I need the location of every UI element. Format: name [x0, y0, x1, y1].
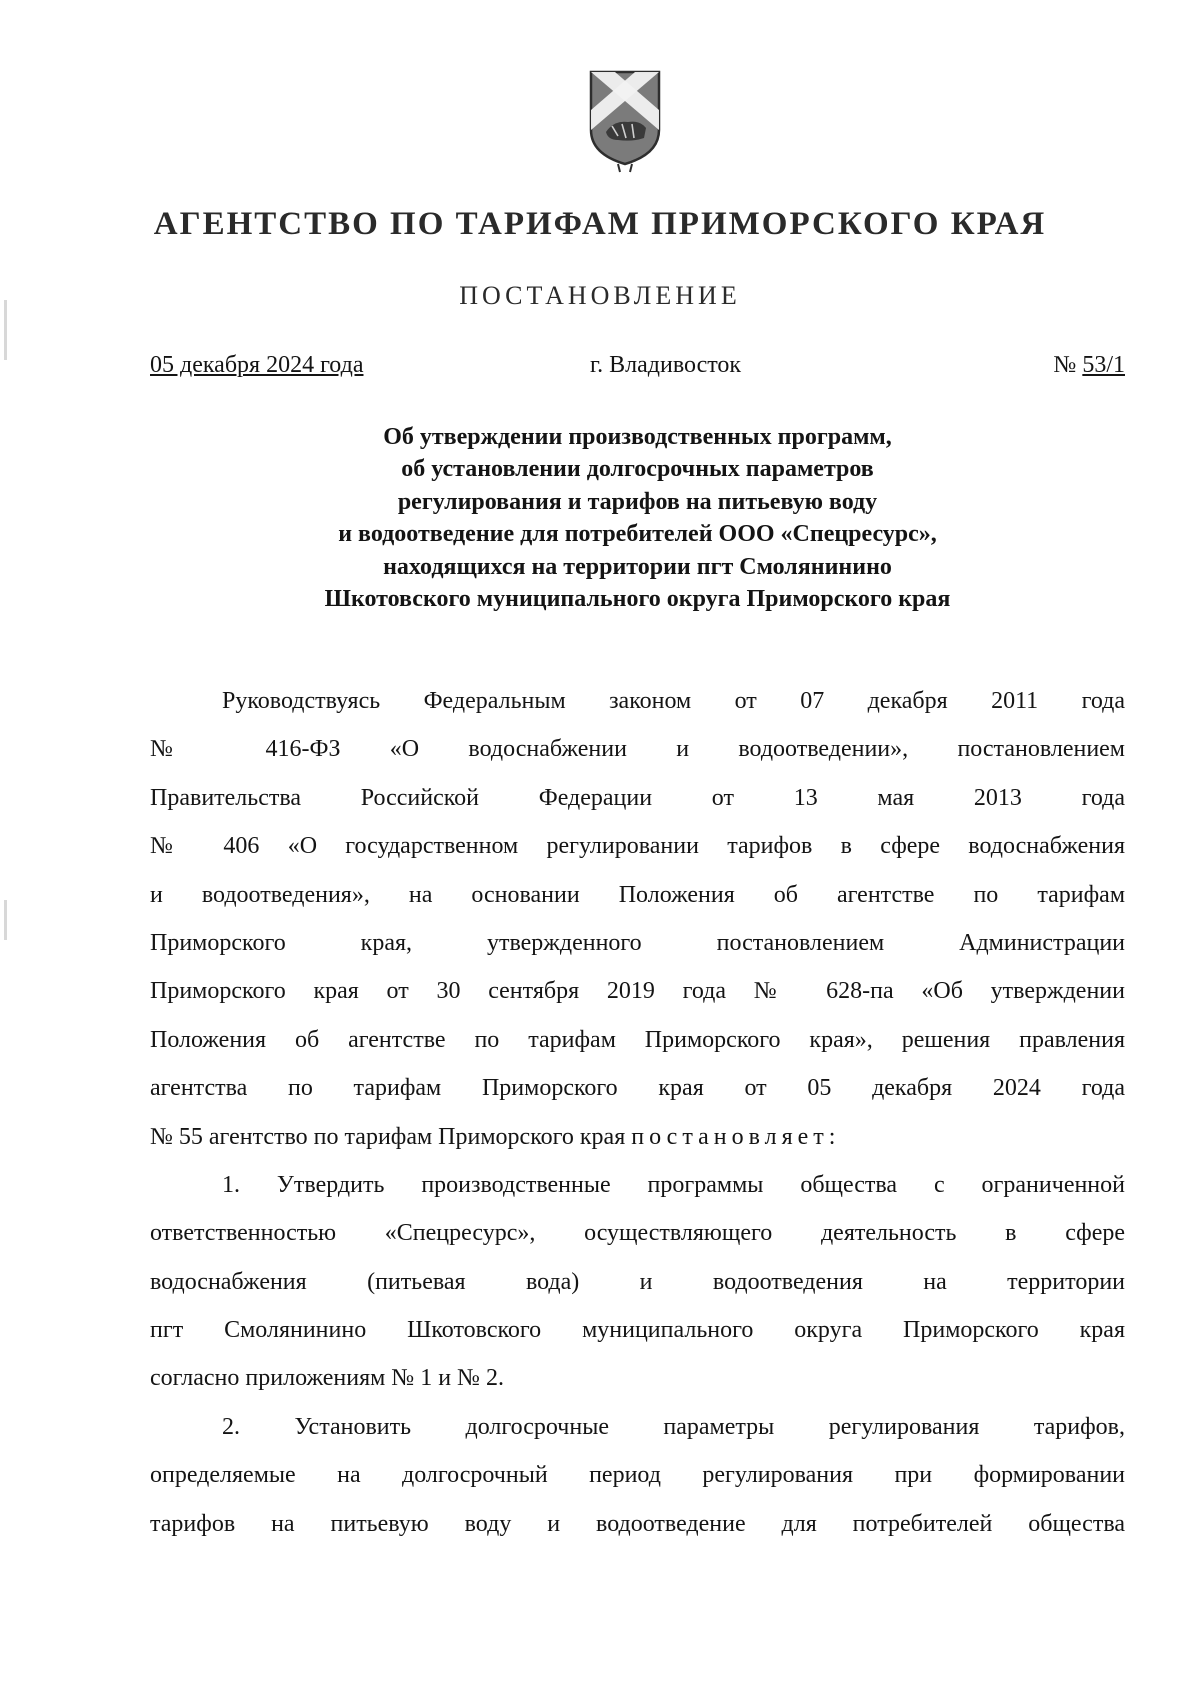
body-line-decree	[150, 1113, 1125, 1161]
number-prefix: №	[1053, 352, 1077, 378]
title-line: и водоотведение для потребителей ООО «Спецресурс»,	[338, 521, 937, 548]
body-line: Положения об агентстве по тарифам Приморского края», решения правления	[150, 1026, 1125, 1053]
title-line: находящихся на территории пгт Смолянинино	[383, 553, 892, 580]
body-line: 2. Установить долгосрочные параметры регулирования тарифов,	[222, 1413, 1125, 1440]
body-line: Правительства Российской Федерации от 13 мая 2013 года	[150, 784, 1125, 811]
title-line: регулирования и тарифов на питьевую воду	[397, 488, 878, 515]
body-line: ответственностью «Спецресурс», осуществляющего деятельность в сфере	[150, 1220, 1125, 1247]
coat-of-arms-emblem	[588, 66, 662, 174]
title-line: Об утверждении производственных программ,	[383, 424, 892, 450]
title-line: Шкотовского муниципального округа Приморского края	[324, 586, 951, 613]
document-number	[1053, 352, 1125, 379]
body-line: водоснабжения (питьевая вода) и водоотведения на территории	[150, 1268, 1125, 1295]
body-line: № 55 агентство по тарифам Приморского края	[150, 1123, 626, 1150]
body-line: тарифов на питьевую воду и водоотведение для потребителей общества	[150, 1510, 1125, 1537]
body-line: № 406 «О государственном регулировании тарифов в сфере водоснабжения	[150, 833, 1125, 860]
number-value: 53/1	[1082, 352, 1125, 378]
body-line: 1. Утвердить производственные программы общества с ограниченной	[222, 1171, 1125, 1198]
document-city: г. Владивосток	[590, 352, 742, 378]
title-line: об установлении долгосрочных параметров	[401, 456, 874, 483]
document-meta	[150, 352, 1125, 384]
body-line: агентства по тарифам Приморского края от 05 декабря 2024 года	[150, 1075, 1125, 1102]
body-line: Приморского края от 30 сентября 2019 года № 628-па «Об утверждении	[150, 978, 1125, 1005]
document-type: ПОСТАНОВЛЕНИЕ	[459, 281, 741, 310]
body-line: определяемые на долгосрочный период регулирования при формировании	[150, 1462, 1125, 1489]
body-line: пгт Смолянинино Шкотовского муниципального округа Приморского края	[150, 1317, 1125, 1344]
body-line: № 416-ФЗ «О водоснабжении и водоотведении», постановлением	[150, 736, 1125, 763]
body-line: согласно приложениям № 1 и № 2.	[150, 1365, 504, 1392]
body-line: Руководствуясь Федеральным законом от 07 декабря 2011 года	[222, 688, 1125, 714]
document-title	[150, 421, 1125, 615]
agency-name: АГЕНТСТВО ПО ТАРИФАМ ПРИМОРСКОГО КРАЯ	[153, 206, 1047, 242]
body-line: Приморского края, утвержденного постановлением Администрации	[150, 929, 1125, 956]
scan-edge-mark	[4, 900, 7, 940]
scan-edge-mark	[4, 300, 7, 360]
document-date: 05 декабря 2024 года	[150, 352, 364, 378]
decree-word: постановляет:	[631, 1123, 841, 1150]
body-line: и водоотведения», на основании Положения об агентстве по тарифам	[150, 881, 1125, 908]
document-body	[150, 677, 1125, 1548]
